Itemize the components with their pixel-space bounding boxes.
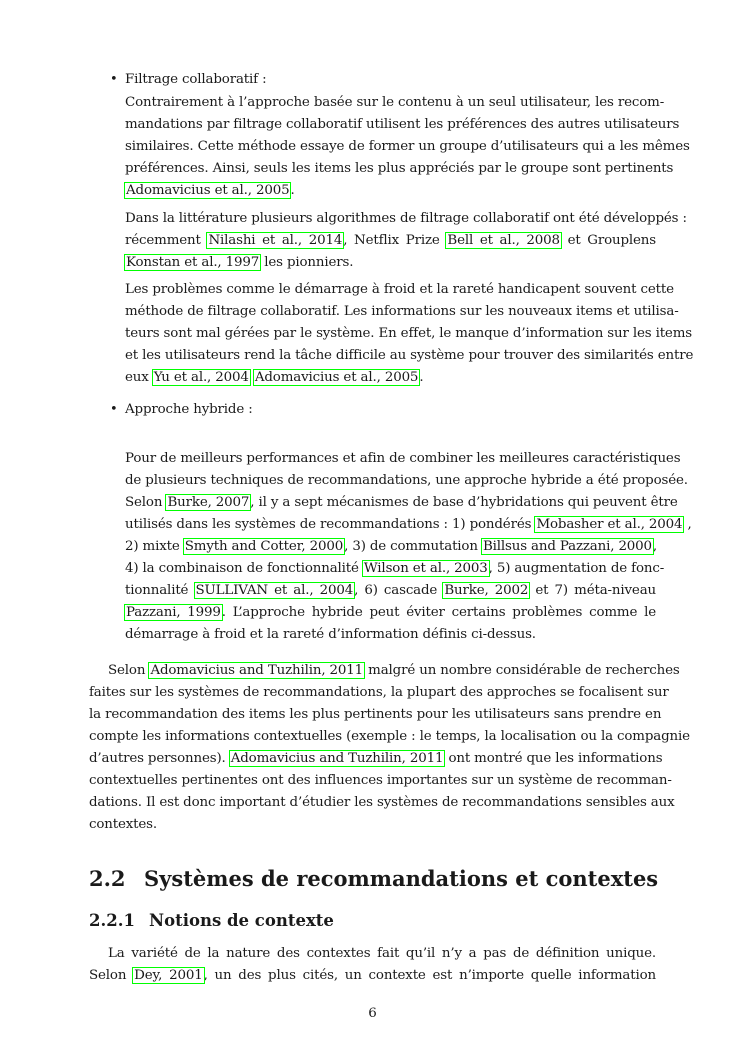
bullet-label-hybride: Approche hybride : (125, 402, 253, 417)
para5-line: contextes. (89, 817, 157, 832)
bullet-icon: • (110, 72, 118, 87)
text-fragment: 2) mixte (125, 539, 184, 554)
para5-line: contextuelles pertinentes ont des influences importantes sur un système de recomman- (89, 773, 672, 788)
para2-line (125, 230, 656, 252)
para4-line (125, 536, 656, 558)
subsection-number: 2.2.1 (89, 911, 135, 930)
para2-line (125, 252, 656, 274)
citation-link[interactable]: Konstan et al., 1997 (126, 255, 260, 270)
para5-line: faites sur les systèmes de recommandations, la plupart des approches se focalisent sur (89, 685, 669, 700)
text-fragment: 4) la combinaison de fonctionnalité (125, 561, 363, 576)
para3-line: méthode de filtrage collaboratif. Les informations sur les nouveaux items et utilisa- (125, 304, 679, 319)
text-fragment: utilisés dans les systèmes de recommandations : 1) pondérés (125, 517, 536, 532)
text-fragment: . (290, 183, 295, 198)
text-fragment: Selon (125, 495, 167, 510)
section-title: Systèmes de recommandations et contextes (144, 866, 659, 891)
para4-line: de plusieurs techniques de recommandations, une approche hybride a été proposée. (125, 473, 688, 488)
subsection-heading (89, 910, 334, 932)
para3-line: teurs sont mal gérées par le système. En effet, le manque d’information sur les items (125, 326, 692, 341)
citation-link[interactable]: Dey, 2001 (134, 968, 203, 983)
para1-line: préférences. Ainsi, seuls les items les plus appréciés par le groupe sont pertinents (125, 161, 674, 176)
section-heading (89, 865, 658, 893)
citation-link[interactable]: Pazzani, 1999 (126, 605, 221, 620)
text-fragment: les pionniers. (260, 255, 354, 270)
para4-line (125, 492, 678, 514)
citation-link[interactable]: Nilashi et al., 2014 (208, 233, 343, 248)
section-number: 2.2 (89, 866, 126, 891)
bullet-label-filtrage: Filtrage collaboratif : (125, 72, 267, 87)
text-fragment: , il y a sept mécanismes de base d’hybridations qui peuvent être (250, 495, 678, 510)
citation-link[interactable]: Adomavicius et al., 2005 (126, 183, 290, 198)
para3-line: Les problèmes comme le démarrage à froid et la rareté handicapent souvent cette (125, 282, 674, 297)
para5-line (108, 660, 680, 682)
para3-line (125, 367, 656, 389)
text-fragment: ont montré que les informations (444, 751, 663, 766)
para5-line: la recommandation des items les plus pertinents pour les utilisateurs sans prendre en (89, 707, 662, 722)
para6-line (89, 965, 656, 987)
para4-line: Pour de meilleurs performances et afin de combiner les meilleures caractéristiques (125, 451, 681, 466)
text-fragment: récemment (125, 233, 201, 248)
para4-line (125, 602, 656, 624)
para1-line (125, 180, 656, 202)
citation-link[interactable]: Billsus and Pazzani, 2000 (482, 539, 652, 554)
para2-line: Dans la littérature plusieurs algorithmes de filtrage collaboratif ont été développés : (125, 211, 687, 226)
citation-link[interactable]: Burke, 2002 (444, 583, 529, 598)
text-fragment: , 3) de commutation (344, 539, 482, 554)
text-fragment: , (683, 517, 692, 532)
citation-link[interactable]: Adomavicius and Tuzhilin, 2011 (150, 663, 364, 678)
text-fragment: , 6) cascade (354, 583, 438, 598)
text-fragment: eux (125, 370, 153, 385)
citation-link[interactable]: Adomavicius and Tuzhilin, 2011 (230, 751, 444, 766)
bullet-icon: • (110, 402, 118, 417)
para5-line: compte les informations contextuelles (exemple : le temps, la localisation ou la compagnie (89, 729, 690, 744)
subsection-title: Notions de contexte (149, 911, 334, 930)
text-fragment: Selon (108, 663, 150, 678)
para1-line: mandations par filtrage collaboratif utilisent les préférences des autres utilisateurs (125, 117, 680, 132)
para1-line: similaires. Cette méthode essaye de former un groupe d’utilisateurs qui a les mêmes (125, 139, 690, 154)
text-fragment: et Grouplens (567, 233, 657, 248)
text-fragment: , (652, 539, 658, 554)
para5-line (89, 748, 663, 770)
para5-line: dations. Il est donc important d’étudier les systèmes de recommandations sensibles aux (89, 795, 675, 810)
citation-link[interactable]: Yu et al., 2004 (153, 370, 249, 385)
text-fragment: . L’approche hybride peut éviter certains problèmes comme le (221, 605, 656, 620)
para4-line (125, 580, 656, 602)
text-fragment: d’autres personnes). (89, 751, 230, 766)
citation-link[interactable]: Smyth and Cotter, 2000 (184, 539, 344, 554)
citation-link[interactable]: Mobasher et al., 2004 (536, 517, 683, 532)
text-fragment: , Netflix Prize (343, 233, 440, 248)
citation-link[interactable]: Bell et al., 2008 (447, 233, 560, 248)
para1-line: Contrairement à l’approche basée sur le contenu à un seul utilisateur, les recom- (125, 95, 665, 110)
citation-link[interactable]: Adomavicius et al., 2005 (254, 370, 419, 385)
citation-link[interactable]: Burke, 2007 (167, 495, 250, 510)
page-number: 6 (368, 1006, 377, 1021)
para6-line: La variété de la nature des contextes fait qu’il n’y a pas de définition unique. (108, 946, 656, 961)
text-fragment: , un des plus cités, un contexte est n’importe quelle information (203, 968, 657, 983)
text-fragment: tionnalité (125, 583, 189, 598)
citation-link[interactable]: Wilson et al., 2003 (363, 561, 488, 576)
text-fragment: malgré un nombre considérable de recherches (364, 663, 680, 678)
text-fragment: , 5) augmentation de fonc- (488, 561, 665, 576)
para4-line (125, 514, 692, 536)
citation-link[interactable]: SULLIVAN et al., 2004 (195, 583, 354, 598)
para4-line: démarrage à froid et la rareté d’information définis ci-dessus. (125, 627, 536, 642)
text-fragment: et 7) méta-niveau (535, 583, 657, 598)
para4-line (125, 558, 665, 580)
text-fragment: . (419, 370, 424, 385)
para3-line: et les utilisateurs rend la tâche difficile au système pour trouver des similarités entre (125, 348, 694, 363)
text-fragment: Selon (89, 968, 127, 983)
